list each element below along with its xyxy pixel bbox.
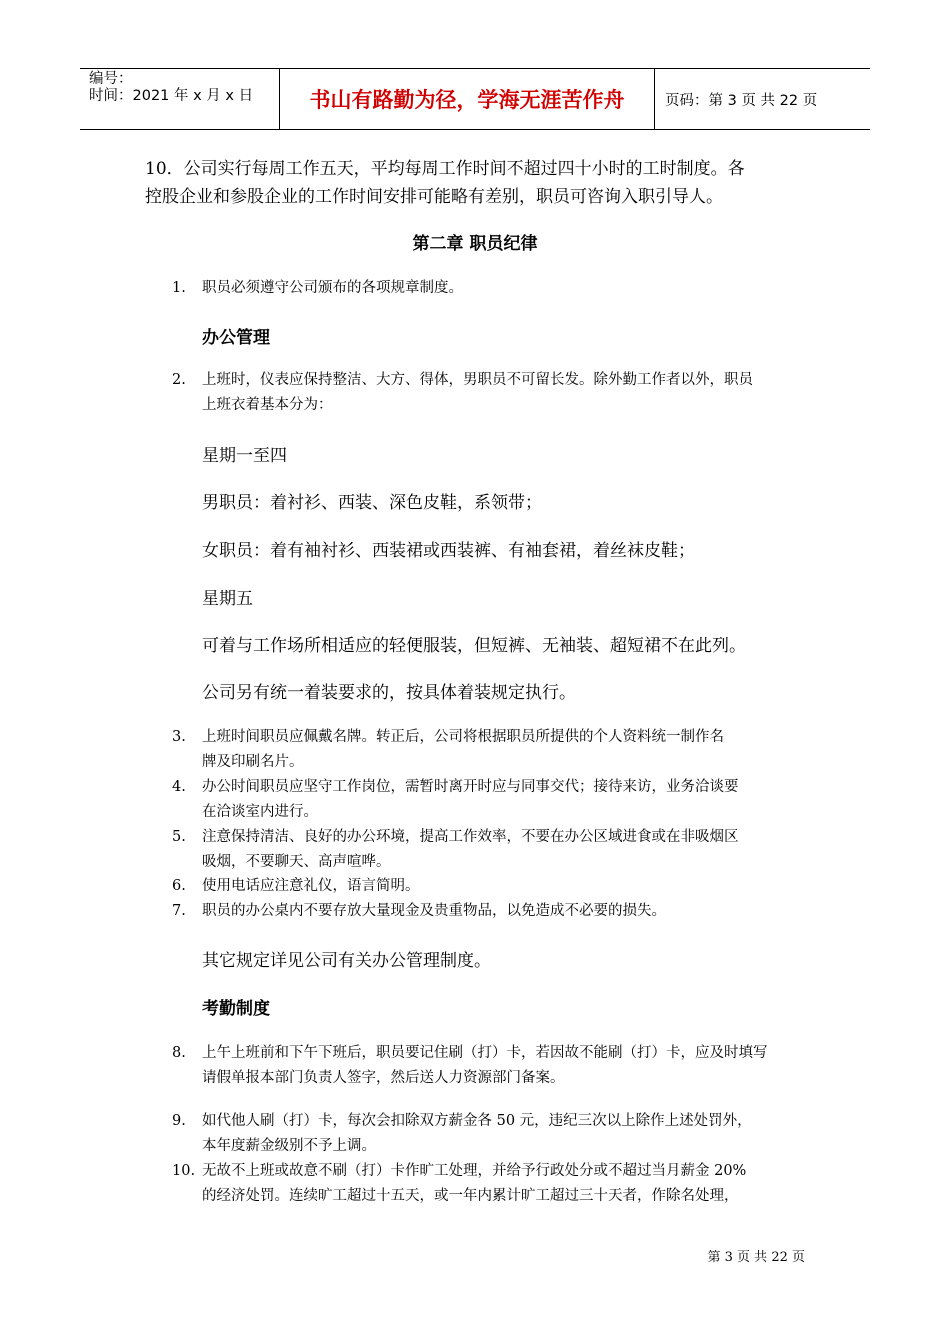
dress-friday: 星期五 <box>202 589 253 609</box>
item-text: 无故不上班或故意不刷（打）卡作旷工处理，并给予行政处分或不超过当月薪金 20% <box>202 1163 747 1179</box>
item-number: 5. <box>172 829 186 845</box>
dress-casual: 可着与工作场所相适应的轻便服装，但短裤、无袖装、超短裙不在此列。 <box>202 636 746 656</box>
header-meta-cell <box>80 69 280 129</box>
other-rules-note: 其它规定详见公司有关办公管理制度。 <box>202 951 491 971</box>
page-header-table <box>80 68 870 130</box>
page-footer: 第 3 页 共 22 页 <box>707 1250 805 1265</box>
doc-time: 时间：2021 年 x 月 x 日 <box>89 88 254 104</box>
item-number: 3. <box>172 729 186 745</box>
header-page-code: 页码：第 3 页 共 22 页 <box>665 92 818 109</box>
item-text: 如代他人刷（打）卡，每次会扣除双方薪金各 50 元，违纪三次以上除作上述处罚外， <box>202 1113 752 1129</box>
dress-male: 男职员：着衬衫、西装、深色皮鞋，系领带； <box>202 493 542 513</box>
item-number: 1. <box>172 280 186 296</box>
list-item-8-cont: 请假单报本部门负责人签字，然后送人力资源部门备案。 <box>202 1070 565 1086</box>
dress-uniform: 公司另有统一着装要求的，按具体着装规定执行。 <box>202 683 576 703</box>
header-motto: 书山有路勤为径，学海无涯苦作舟 <box>280 69 655 129</box>
intro-line-2: 控股企业和参股企业的工作时间安排可能略有差别，职员可咨询入职引导人。 <box>145 187 723 207</box>
list-item-5-cont: 吸烟，不要聊天、高声喧哗。 <box>202 854 391 870</box>
item-number: 8. <box>172 1045 186 1061</box>
item-text: 使用电话应注意礼仪，语言简明。 <box>202 878 420 894</box>
section-title-attendance: 考勤制度 <box>202 999 270 1019</box>
item-text: 职员的办公桌内不要存放大量现金及贵重物品，以免造成不必要的损失。 <box>202 903 666 919</box>
item-number: 9. <box>172 1113 186 1129</box>
item-text: 注意保持清洁、良好的办公环境，提高工作效率，不要在办公区域进食或在非吸烟区 <box>202 829 739 845</box>
item-text: 职员必须遵守公司颁布的各项规章制度。 <box>202 280 463 296</box>
item-text: 办公时间职员应坚守工作岗位，需暂时离开时应与同事交代；接待来访，业务洽谈要 <box>202 779 739 795</box>
list-item-10-cont: 的经济处罚。连续旷工超过十五天，或一年内累计旷工超过三十天者，作除名处理， <box>202 1188 739 1204</box>
list-item-2-cont: 上班衣着基本分为： <box>202 397 333 413</box>
dress-mon-thu: 星期一至四 <box>202 446 287 466</box>
item-number: 4. <box>172 779 186 795</box>
item-number: 7. <box>172 903 186 919</box>
list-item-4-cont: 在洽谈室内进行。 <box>202 804 318 820</box>
chapter-title: 第二章 职员纪律 <box>412 234 538 254</box>
list-item-3-cont: 牌及印刷名片。 <box>202 754 304 770</box>
section-title-office: 办公管理 <box>202 328 270 348</box>
item-number: 10. <box>172 1163 196 1179</box>
item-text: 上班时间职员应佩戴名牌。转正后，公司将根据职员所提供的个人资料统一制作名 <box>202 729 724 745</box>
intro-line-1: 10．公司实行每周工作五天，平均每周工作时间不超过四十小时的工时制度。各 <box>145 159 745 179</box>
dress-female: 女职员：着有袖衬衫、西装裙或西装裤、有袖套裙，着丝袜皮鞋； <box>202 541 695 561</box>
item-text: 上班时，仪表应保持整洁、大方、得体，男职员不可留长发。除外勤工作者以外，职员 <box>202 372 753 388</box>
list-item-9-cont: 本年度薪金级别不予上调。 <box>202 1138 376 1154</box>
item-number: 6. <box>172 878 186 894</box>
item-text: 上午上班前和下午下班后，职员要记住刷（打）卡，若因故不能刷（打）卡，应及时填写 <box>202 1045 768 1061</box>
item-number: 2. <box>172 372 186 388</box>
doc-number: 编号： <box>89 71 133 87</box>
